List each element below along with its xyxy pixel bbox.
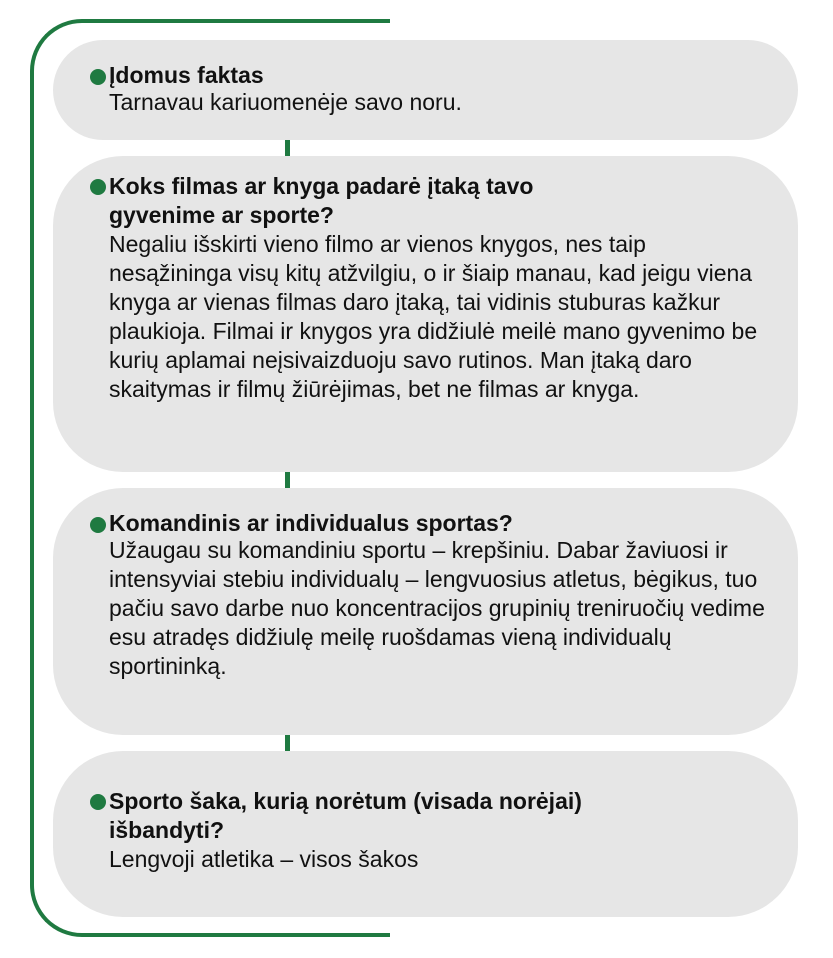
qa-card — [53, 751, 798, 917]
bullet-dot-icon — [90, 179, 106, 195]
answer-text: Užaugau su komandiniu sportu – krepšiniu. Dabar žaviuosi ir intensyviai stebiu individualų – lengvuosius atletus, bėgikus, tuo pačiu savo darbe nuo koncentracijos grupinių treniruočių vedime esu atradęs didžiulę meilę ruošdamas vieną individualų sportininką. — [109, 537, 765, 679]
qa-card — [53, 156, 798, 472]
question-heading: Sporto šaka, kurią norėtum (visada norėjai) išbandyti? — [109, 788, 582, 843]
question-heading: Koks filmas ar knyga padarė įtaką tavo gyvenime ar sporte? — [109, 173, 534, 228]
answer-text: Negaliu išskirti vieno filmo ar vienos knygos, nes taip nesąžininga visų kitų atžvilgiu, o ir šiaip manau, kad jeigu viena knyga ar vienas filmas daro įtaką, tai vidinis stuburas kažkur plaukioja. Filmai ir knygos yra didžiulė meilė mano gyvenimo be kurių aplamai neįsivaizduoju savo rutinos. Man įtaką daro skaitymas ir filmų žiūrėjimas, bet ne filmas ar knyga. — [109, 231, 758, 402]
bullet-dot-icon — [90, 794, 106, 810]
connector-line — [285, 140, 290, 156]
connector-line — [285, 472, 290, 488]
answer-text: Tarnavau kariuomenėje savo noru. — [109, 89, 462, 115]
bullet-dot-icon — [90, 69, 106, 85]
answer-text: Lengvoji atletika – visos šakos — [109, 846, 419, 872]
bullet-dot-icon — [90, 517, 106, 533]
qa-card — [53, 40, 798, 140]
qa-card — [53, 488, 798, 735]
question-heading: Komandinis ar individualus sportas? — [109, 510, 513, 536]
question-heading: Įdomus faktas — [109, 62, 264, 88]
connector-line — [285, 735, 290, 751]
